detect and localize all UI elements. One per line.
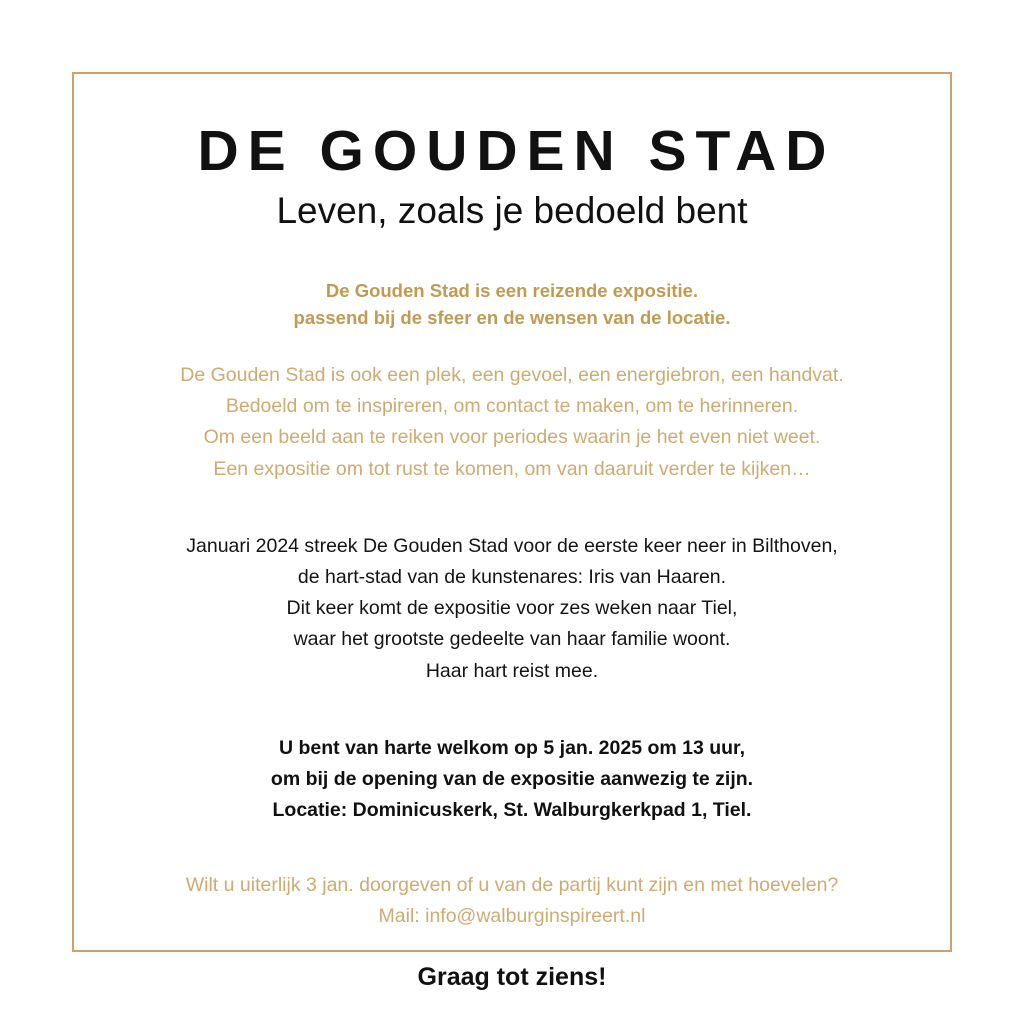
story-line: Januari 2024 streek De Gouden Stad voor de eerste keer neer in Bilthoven, [186, 534, 838, 557]
intro-bold-line: De Gouden Stad is een reizende expositie. [325, 280, 699, 302]
page-title: DE GOUDEN STAD [197, 119, 836, 183]
intro-light-line: Om een beeld aan te reiken voor periodes waarin je het even niet weet. [203, 426, 821, 449]
rsvp-line: Wilt u uiterlijk 3 jan. doorgeven of u van de partij kunt zijn en met hoevelen? [185, 874, 839, 897]
invitation-line: om bij de opening van de expositie aanwezig te zijn. [270, 767, 754, 790]
story-line: waar het grootste gedeelte van haar familie woont. [293, 628, 731, 651]
invitation-location-line: Locatie: Dominicuskerk, St. Walburgkerkpad 1, Tiel. [272, 799, 752, 822]
page-subtitle: Leven, zoals je bedoeld bent [276, 189, 748, 231]
rsvp-paragraph [186, 870, 839, 932]
intro-bold-paragraph [294, 278, 731, 332]
invitation-paragraph [271, 733, 753, 827]
intro-light-paragraph [180, 360, 844, 485]
closing-line: Graag tot ziens! [417, 962, 607, 991]
intro-light-line: Bedoeld om te inspireren, om contact te maken, om te herinneren. [225, 395, 799, 418]
intro-light-line: De Gouden Stad is ook een plek, een gevoel, een energiebron, een handvat. [180, 364, 844, 387]
story-line: Dit keer komt de expositie voor zes weken naar Tiel, [286, 597, 738, 620]
story-line: de hart-stad van de kunstenares: Iris van Haaren. [297, 565, 727, 588]
story-paragraph [186, 531, 837, 687]
invitation-poster [72, 72, 952, 991]
story-line: Haar hart reist mee. [425, 659, 599, 682]
rsvp-email-line: Mail: info@walburginspireert.nl [378, 905, 646, 928]
intro-light-line: Een expositie om tot rust te komen, om van daaruit verder te kijken… [213, 457, 811, 480]
intro-bold-line: passend bij de sfeer en de wensen van de locatie. [293, 307, 731, 329]
invitation-line: U bent van harte welkom op 5 jan. 2025 om 13 uur, [279, 736, 745, 759]
